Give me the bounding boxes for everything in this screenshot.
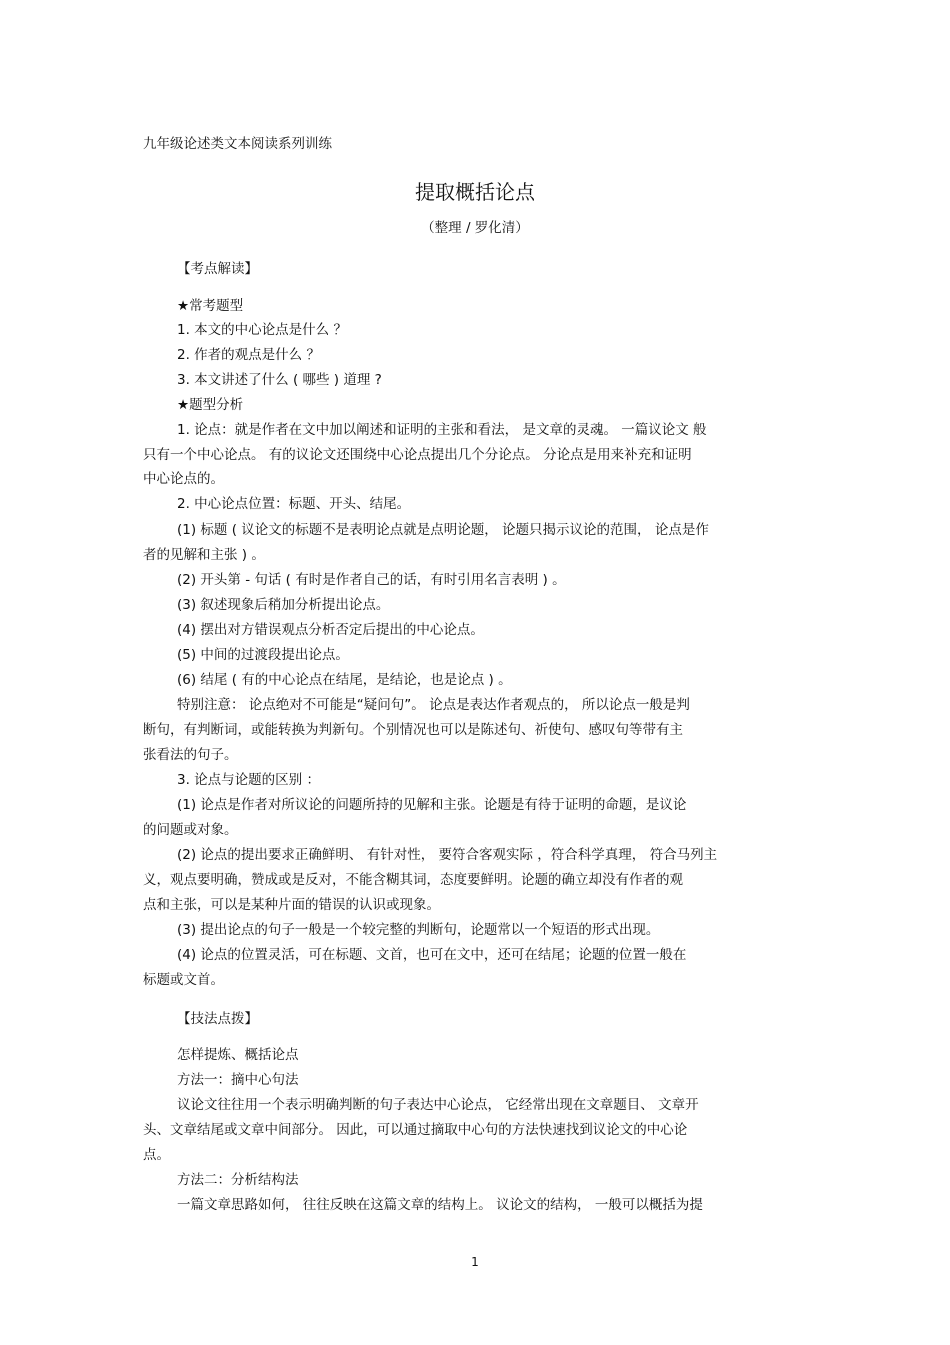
paragraph-line: (4) 论点的位置灵活，可在标题、文首，也可在文中，还可在结尾；论题的位置一般在	[177, 947, 687, 963]
page-title: 提取概括论点	[415, 180, 535, 204]
paragraph-line: (4) 摆出对方错误观点分析否定后提出的中心论点。	[177, 622, 484, 638]
paragraph-line: 特别注意： 论点绝对不可能是“疑问句”。 论点是表达作者观点的， 所以论点一般是判	[177, 697, 690, 713]
page-number: 1	[471, 1255, 479, 1269]
paragraph-line: 义，观点要明确，赞成或是反对，不能含糊其词，态度要鲜明。论题的确立却没有作者的观	[143, 872, 683, 888]
paragraph-line: 怎样提炼、概括论点	[177, 1047, 299, 1063]
paragraph-line: 者的见解和主张 ) 。	[143, 547, 265, 563]
page-subtitle: （整理 / 罗化清）	[421, 220, 529, 236]
list-item: 1. 本文的中心论点是什么 ？	[177, 322, 347, 338]
paragraph-line: 中心论点的。	[143, 471, 224, 487]
paragraph-line: 张看法的句子。	[143, 747, 238, 763]
paragraph-line: (1) 标题 ( 议论文的标题不是表明论点就是点明论题， 论题只揭示议论的范围， 论点是作	[177, 522, 709, 538]
paragraph-line: 方法一：摘中心句法	[177, 1072, 299, 1088]
paragraph-line: 头、文章结尾或文章中间部分。 因此，可以通过摘取中心句的方法快速找到议论文的中心论	[143, 1122, 688, 1138]
paragraph-line: 点。	[143, 1147, 170, 1163]
paragraph-line: 标题或文首。	[143, 972, 224, 988]
subheading-common-questions: ★常考题型	[177, 298, 244, 314]
paragraph-line: (2) 开头第 - 句话 ( 有时是作者自己的话，有时引用名言表明 ) 。	[177, 572, 566, 588]
list-item: 2. 作者的观点是什么 ？	[177, 347, 320, 363]
paragraph-line: 断句，有判断词，或能转换为判新句。个别情况也可以是陈述句、祈使句、感叹句等带有主	[143, 722, 683, 738]
paragraph-line: 3. 论点与论题的区别 ：	[177, 772, 320, 788]
section-heading-techniques: 【技法点拨】	[177, 1011, 258, 1027]
paragraph-line: (5) 中间的过渡段提出论点。	[177, 647, 349, 663]
paragraph-line: 方法二：分析结构法	[177, 1172, 299, 1188]
paragraph-line: (6) 结尾 ( 有的中心论点在结尾，是结论，也是论点 ) 。	[177, 672, 512, 688]
series-title: 九年级论述类文本阅读系列训练	[143, 136, 332, 152]
paragraph-line: 点和主张，可以是某种片面的错误的认识或现象。	[143, 897, 440, 913]
paragraph-line: 2. 中心论点位置：标题、开头、结尾。	[177, 496, 411, 512]
paragraph-line: 议论文往往用一个表示明确判断的句子表达中心论点， 它经常出现在文章题目、 文章开	[177, 1097, 699, 1113]
paragraph-line: (3) 提出论点的句子一般是一个较完整的判断句，论题常以一个短语的形式出现。	[177, 922, 660, 938]
paragraph-line: (2) 论点的提出要求正确鲜明、 有针对性， 要符合客观实际 ，符合科学真理， 符合马列主	[177, 847, 718, 863]
list-item: 3. 本文讲述了什么 ( 哪些 ) 道理 ?	[177, 372, 382, 388]
paragraph-line: 一篇文章思路如何， 往往反映在这篇文章的结构上。 议论文的结构， 一般可以概括为提	[177, 1197, 703, 1213]
paragraph-line: 只有一个中心论点。 有的议论文还围绕中心论点提出几个分论点。 分论点是用来补充和证明	[143, 447, 692, 463]
paragraph-line: 的问题或对象。	[143, 822, 238, 838]
section-heading-exam-points: 【考点解读】	[177, 261, 258, 277]
paragraph-line: (3) 叙述现象后稍加分析提出论点。	[177, 597, 390, 613]
paragraph-line: (1) 论点是作者对所议论的问题所持的见解和主张。论题是有待于证明的命题，是议论	[177, 797, 687, 813]
subheading-question-analysis: ★题型分析	[177, 397, 244, 413]
paragraph-line: 1. 论点：就是作者在文中加以阐述和证明的主张和看法， 是文章的灵魂。 一篇议论文 般	[177, 422, 707, 438]
